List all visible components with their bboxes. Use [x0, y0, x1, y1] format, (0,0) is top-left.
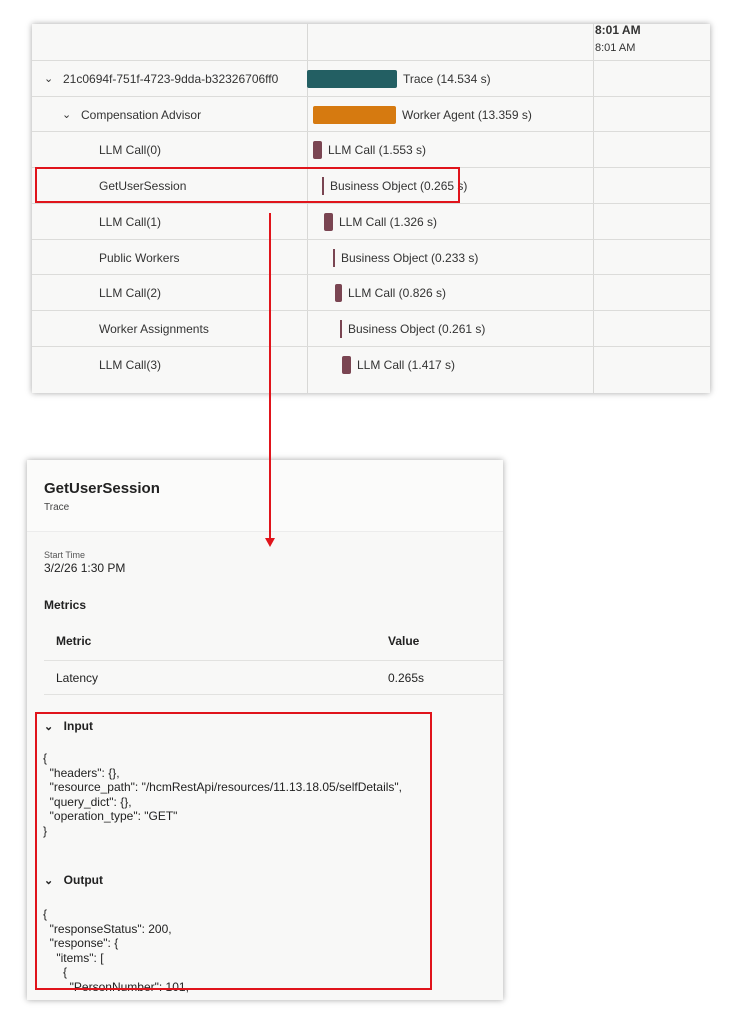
output-json: { "responseStatus": 200, "response": { "items": [ { "PersonNumber": 101, [43, 907, 189, 994]
bar-label: Business Object (0.233 s) [341, 250, 479, 265]
detail-title: GetUserSession [44, 480, 160, 497]
span-name: 21c0694f-751f-4723-9dda-b32326706ff0 [63, 72, 279, 86]
span-name: Compensation Advisor [81, 107, 202, 122]
chevron-down-icon[interactable]: ⌄ [44, 73, 54, 85]
metrics-heading: Metrics [44, 598, 87, 612]
start-time-label: Start Time [44, 550, 86, 560]
duration-bar[interactable] [342, 356, 351, 374]
arrow-head-icon [265, 538, 275, 547]
bar-label: Trace (14.534 s) [403, 72, 491, 86]
arrow-line [269, 213, 271, 539]
span-name: Public Workers [99, 250, 180, 265]
metrics-column-value: Value [388, 634, 420, 648]
chevron-down-icon[interactable]: ⌄ [62, 108, 72, 121]
span-name: LLM Call(2) [99, 286, 162, 301]
bar-label: Worker Agent (13.359 s) [402, 107, 532, 122]
bar-label: LLM Call (0.826 s) [348, 286, 447, 301]
input-json: { "headers": {}, "resource_path": "/hcmRestApi/resources/11.13.18.05/selfDetails", "query_dict": {}, "operation_type": "GET" } [43, 751, 402, 838]
duration-bar[interactable] [324, 213, 333, 231]
duration-bar[interactable] [340, 320, 342, 338]
timeline-row[interactable] [32, 310, 710, 346]
divider [44, 694, 503, 695]
timeline-row[interactable] [32, 274, 710, 310]
highlight-box-io [35, 712, 432, 990]
span-name: LLM Call(3) [99, 357, 162, 372]
highlight-box-row [35, 167, 460, 203]
timeline-row[interactable] [32, 239, 710, 275]
duration-bar[interactable] [313, 141, 322, 159]
start-time-value: 3/2/26 1:30 PM [44, 561, 126, 575]
bar-label: Business Object (0.261 s) [348, 321, 486, 336]
trace-timeline-panel [32, 24, 710, 393]
divider [44, 660, 503, 661]
duration-bar[interactable] [333, 249, 335, 267]
time-subheader: 8:01 AM [595, 42, 636, 54]
span-name: LLM Call(0) [99, 143, 162, 158]
timeline-row[interactable] [32, 60, 710, 96]
span-name: LLM Call(1) [99, 214, 162, 229]
time-header: 8:01 AM [595, 23, 641, 37]
bar-label: LLM Call (1.326 s) [339, 214, 438, 229]
detail-subtitle: Trace [44, 502, 70, 513]
metric-value: 0.265s [388, 671, 425, 685]
bar-label: LLM Call (1.553 s) [328, 143, 427, 158]
timeline-row[interactable] [32, 346, 710, 382]
duration-bar[interactable] [307, 70, 397, 88]
chevron-down-icon: ⌄ [44, 875, 54, 887]
span-name: GetUserSession [99, 179, 187, 194]
bar-label: LLM Call (1.417 s) [357, 357, 456, 372]
metric-name: Latency [56, 671, 99, 685]
input-heading: Input [63, 719, 93, 733]
timeline-row[interactable] [32, 131, 710, 167]
duration-bar[interactable] [313, 106, 396, 124]
metrics-column-metric: Metric [56, 634, 92, 648]
duration-bar[interactable] [335, 284, 342, 302]
span-name: Worker Assignments [99, 321, 209, 336]
chevron-down-icon: ⌄ [44, 721, 54, 733]
bar-label: Business Object (0.265 s) [330, 179, 468, 194]
timeline-row[interactable] [32, 203, 710, 239]
detail-header [27, 460, 503, 532]
timeline-row[interactable] [32, 96, 710, 132]
output-heading: Output [63, 873, 103, 887]
